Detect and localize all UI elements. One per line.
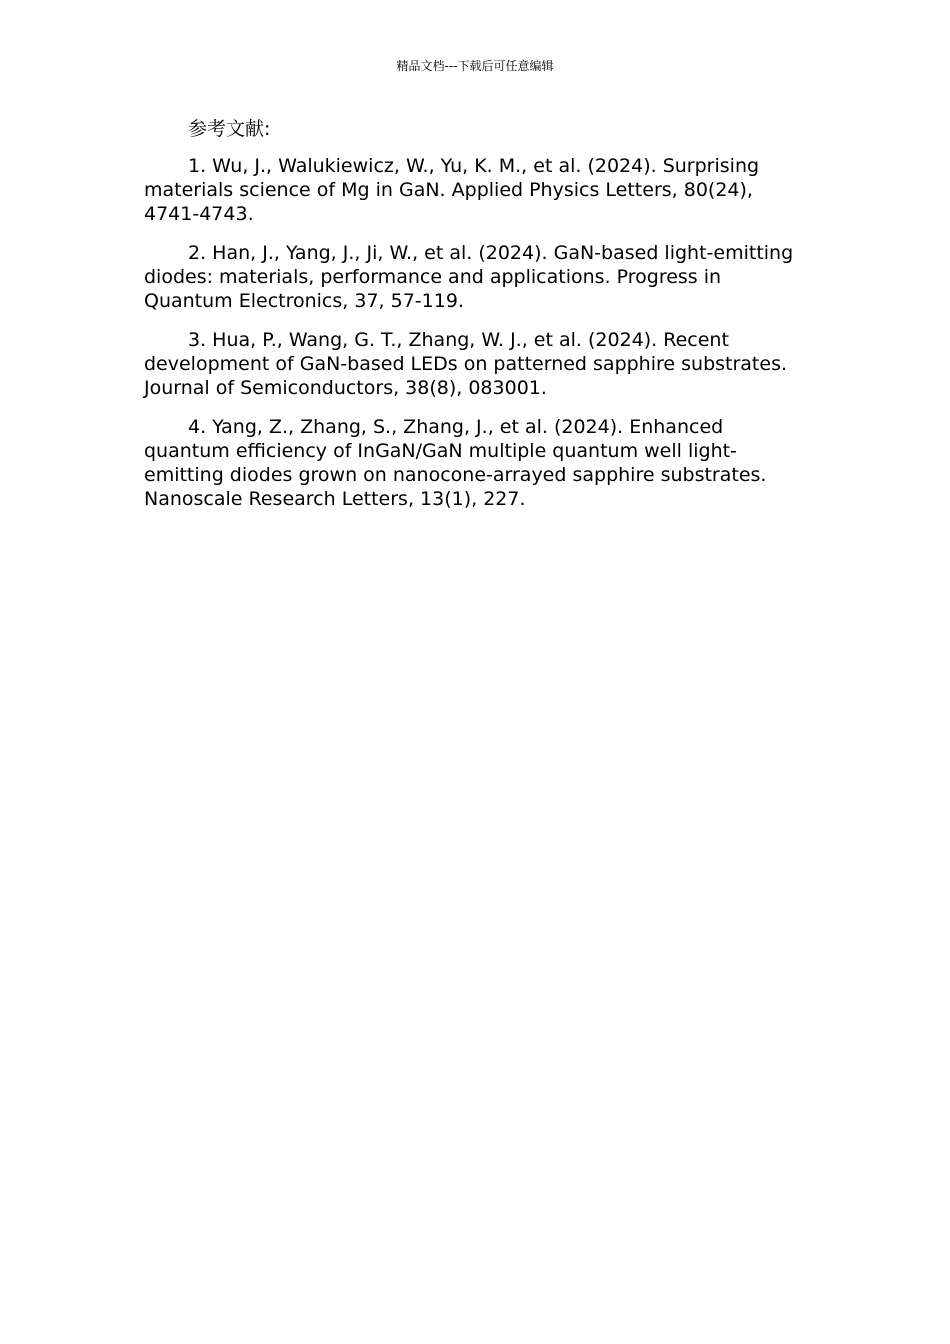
reference-item-2: 2. Han, J., Yang, J., Ji, W., et al. (2024). GaN-based light-emitting diodes: materials, performance and applications. Progress in Quantum Electronics, 37, 57-119. [144, 242, 794, 312]
reference-item-1: 1. Wu, J., Walukiewicz, W., Yu, K. M., et al. (2024). Surprising materials science of Mg in GaN. Applied Physics Letters, 80(24), 4741-4743. [144, 155, 760, 225]
references-heading: 参考文献: [188, 118, 271, 140]
reference-item-4: 4. Yang, Z., Zhang, S., Zhang, J., et al. (2024). Enhanced quantum efficiency of InGaN/GaN multiple quantum well light-emitting diodes grown on nanocone-arrayed sapphire substrates. Nanoscale Research Letters, 13(1), 227. [144, 416, 767, 510]
reference-item-3: 3. Hua, P., Wang, G. T., Zhang, W. J., et al. (2024). Recent development of GaN-based LEDs on patterned sapphire substrates. Journal of Semiconductors, 38(8), 083001. [144, 329, 788, 399]
document-body [144, 116, 804, 526]
page-header: 精品文档---下载后可任意编辑 [396, 59, 554, 73]
